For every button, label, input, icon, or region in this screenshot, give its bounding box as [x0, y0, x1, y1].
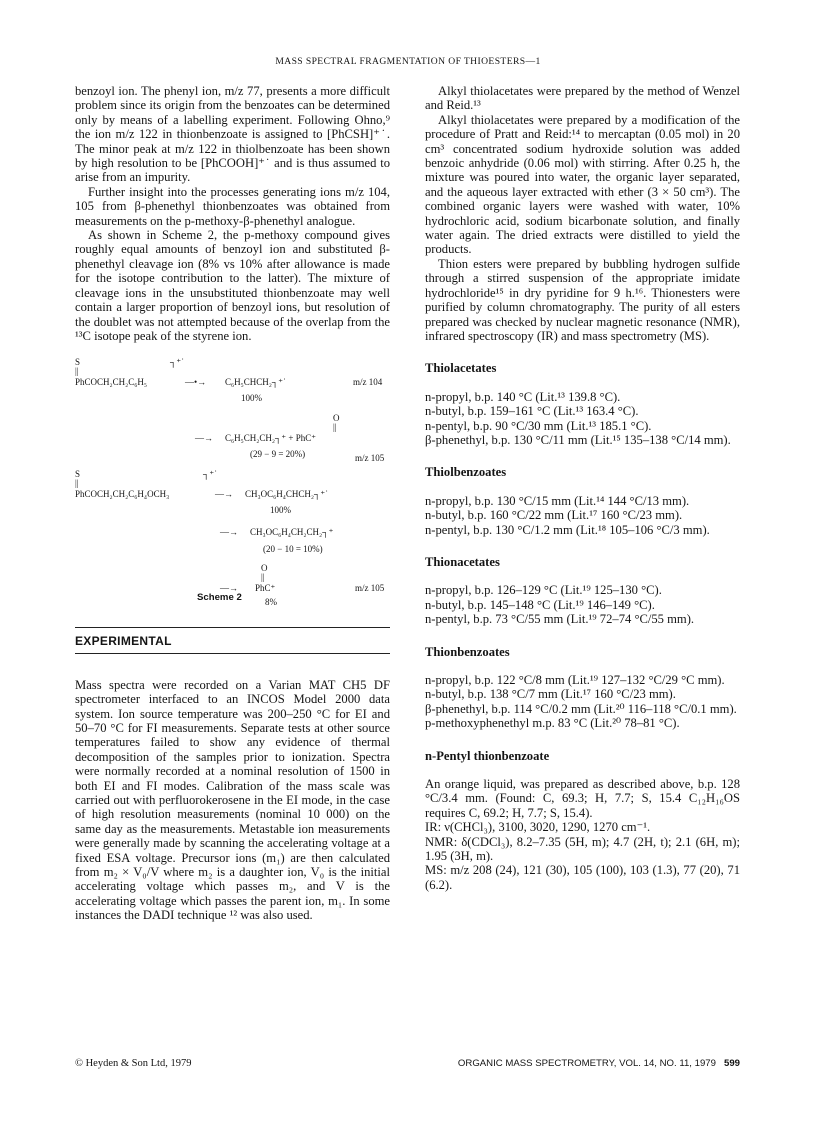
section-heading-n-pentyl-thionbenzoate: n-Pentyl thionbenzoate — [425, 748, 550, 763]
list-item: NMR: δ(CDCl₃), 8.2–7.35 (5H, m); 4.7 (2H, t); 2.1 (6H, m); 1.95 (3H, m). — [425, 834, 740, 864]
scheme-2 — [75, 355, 390, 607]
section-heading-thiolbenzoates: Thiolbenzoates — [425, 465, 507, 480]
left-paragraph-3: As shown in Scheme 2, the p-methoxy compound gives roughly equal amounts of benzoyl ion and substituted β-phenethyl cleavage ion (8% vs 10% after allowance is made for the isotope contribution to the latter). The mixture of cleavage ions in the unsubstituted thionbenzoate may well contain a larger proportion of benzoyl ions, but resolution of the doublet was not attempted because of the overlap from the ¹³C isotope peak of the styrene ion. — [75, 228, 390, 343]
scheme-product-3: CH₃OC₆H₄CHCH₂┐⁺˙ — [245, 489, 329, 500]
thionacetates-list — [425, 583, 740, 626]
left-paragraph-2: Further insight into the processes generating ions m/z 104, 105 from β-phenethyl thionbenzoates was obtained from measurements on the p-methoxy-β-phenethyl analogue. — [75, 184, 390, 228]
scheme-arrow-1: —•→ — [185, 377, 207, 388]
scheme-compound-2: PhCOCH₂CH₂C₆H₄OCH₃ — [75, 489, 170, 500]
thionbenzoates-list — [425, 673, 740, 731]
scheme-calc-4: (20 − 10 = 10%) — [263, 544, 323, 555]
list-item: n-butyl, b.p. 138 °C/7 mm (Lit.¹⁷ 160 °C/23 mm). — [425, 687, 676, 702]
scheme-radical-bracket-2: ┐⁺˙ — [203, 469, 218, 480]
list-item: β-phenethyl, b.p. 114 °C/0.2 mm (Lit.²⁰ 116–118 °C/0.1 mm). — [425, 701, 737, 716]
scheme-mz-5: m/z 105 — [355, 583, 385, 594]
scheme-radical-bracket-1: ┐⁺˙ — [170, 357, 185, 368]
scheme-product-5: PhC⁺ — [255, 583, 276, 594]
scheme-calc-2: (29 − 9 = 20%) — [250, 449, 306, 460]
list-item: p-methoxyphenethyl m.p. 83 °C (Lit.²⁰ 78–81 °C). — [425, 716, 680, 731]
scheme-mz-2: m/z 105 — [355, 453, 385, 464]
scheme-product-1: C₆H₅CHCH₂┐⁺˙ — [225, 377, 287, 388]
running-head: MASS SPECTRAL FRAGMENTATION OF THIOESTERS—1 — [275, 56, 541, 67]
list-item: n-pentyl, b.p. 73 °C/55 mm (Lit.¹⁹ 72–74 °C/55 mm). — [425, 612, 695, 627]
thiolbenzoates-list — [425, 494, 740, 537]
list-item: An orange liquid, was prepared as described above, b.p. 128 °C/3.4 mm. (Found: C, 69.3; H, 7.7; S, 15.4 C₁₂H₁₆OS requires C, 69.2; H, 7.7; S, 15.4). — [425, 777, 740, 820]
footer-copyright: © Heyden & Son Ltd, 1979 — [75, 1058, 192, 1069]
right-paragraph-3: Thion esters were prepared by bubbling hydrogen sulfide through a stirred suspension of the appropriate imidate hydrochloride¹⁵ in dry pyridine for 9 h.¹⁶. Thionesters were purified by column chromatography. The purity of all esters prepared was checked by nuclear magnetic resonance (NMR), infrared spectroscopy (IR) and mass spectrometry (MS). — [425, 256, 740, 343]
scheme-caption: Scheme 2 — [197, 592, 242, 604]
scheme-product-4: CH₃OC₆H₄CH₂CH₂┐⁺ — [250, 527, 334, 538]
list-item: n-propyl, b.p. 140 °C (Lit.¹³ 139.8 °C). — [425, 389, 621, 404]
left-column — [75, 84, 390, 923]
thiolacetates-list — [425, 390, 740, 448]
list-item: IR: ν(CHCl₃), 3100, 3020, 1290, 1270 cm⁻¹. — [425, 820, 651, 835]
scheme-oxygen-1: O — [333, 413, 340, 424]
scheme-mz-1: m/z 104 — [353, 377, 383, 388]
scheme-oxygen-2: O — [261, 563, 268, 574]
page-number: 599 — [723, 1058, 740, 1069]
n-pentyl-thionbenzoate-data — [425, 777, 740, 892]
list-item: n-propyl, b.p. 122 °C/8 mm (Lit.¹⁹ 127–132 °C/29 °C mm). — [425, 673, 725, 687]
scheme-arrow-3: —→ — [215, 489, 233, 500]
scheme-product-2: C₆H₅CH₂CH₂┐⁺ + PhC⁺ — [225, 433, 317, 444]
scheme-double-bond-1: || — [75, 366, 79, 377]
list-item: n-butyl, b.p. 145–148 °C (Lit.¹⁹ 146–149 °C). — [425, 597, 655, 612]
scheme-arrow-4: —→ — [220, 527, 238, 538]
list-item: n-pentyl, b.p. 130 °C/1.2 mm (Lit.¹⁸ 105–106 °C/3 mm). — [425, 522, 710, 537]
scheme-thione-s-2: S — [75, 469, 81, 480]
list-item: n-butyl, b.p. 160 °C/22 mm (Lit.¹⁷ 160 °C/23 mm). — [425, 508, 683, 523]
scheme-percent-5: 8% — [265, 597, 277, 608]
scheme-compound-1: PhCOCH₂CH₂C₆H₅ — [75, 377, 148, 388]
section-heading-thionacetates: Thionacetates — [425, 554, 500, 569]
scheme-carbonyl-bond-1: || — [333, 422, 337, 433]
footer-journal-title: ORGANIC MASS SPECTROMETRY, VOL. 14, NO. 11, 1979 — [457, 1058, 716, 1069]
list-item: n-propyl, b.p. 130 °C/15 mm (Lit.¹⁴ 144 °C/13 mm). — [425, 493, 690, 508]
scheme-carbonyl-bond-2: || — [261, 572, 265, 583]
scheme-percent-1: 100% — [241, 393, 262, 404]
list-item: β-phenethyl, b.p. 130 °C/11 mm (Lit.¹⁵ 135–138 °C/14 mm). — [425, 432, 731, 447]
scheme-arrow-5: —→ — [220, 583, 238, 594]
list-item: MS: m/z 208 (24), 121 (30), 105 (100), 103 (1.3), 77 (20), 71 (6.2). — [425, 863, 740, 892]
scheme-double-bond-2: || — [75, 478, 79, 489]
section-heading-thionbenzoates: Thionbenzoates — [425, 644, 510, 659]
list-item: n-propyl, b.p. 126–129 °C (Lit.¹⁹ 125–130 °C). — [425, 583, 662, 598]
scheme-thione-s-1: S — [75, 357, 81, 368]
experimental-heading: EXPERIMENTAL — [75, 627, 390, 653]
footer-journal — [425, 1058, 740, 1069]
scheme-arrow-2: —→ — [195, 433, 213, 444]
right-paragraph-1: Alkyl thiolacetates were prepared by the method of Wenzel and Reid.¹³ — [425, 84, 740, 113]
scheme-percent-3: 100% — [270, 505, 291, 516]
right-column — [425, 84, 740, 892]
list-item: n-pentyl, b.p. 90 °C/30 mm (Lit.¹³ 185.1 °C). — [425, 418, 652, 433]
experimental-paragraph: Mass spectra were recorded on a Varian MAT CH5 DF spectrometer interfaced to an INCOS Model 2000 data system. Ion source temperature was 200–250 °C for EI and 50–70 °C for FI measurements. Separate tests at other source temperatures failed to show any evidence of thermal decomposition of the samples prior to ionization. Spectra were normally recorded at a nominal resolution of 1500 in both EI and FI modes. Calibration of the mass scale was carried out with perfluorokerosene in the EI mode, in the case of high resolution measurements (nominal 10 000) on the same day as the measurements. Metastable ion measurements were generally made by scanning the accelerating voltage at a fixed ESA voltage. Precursor ions (m₁) are then calculated from m₂ × V₀/V where m₂ is a daughter ion, V₀ is the initial accelerating voltage which passes m₂, and V is the accelerating voltage which passes the parent ion, m₁. In some instances the DADI technique ¹² was also used. — [75, 677, 390, 923]
section-heading-thiolacetates: Thiolacetates — [425, 361, 497, 376]
left-paragraph-1: benzoyl ion. The phenyl ion, m/z 77, presents a more difficult problem since its origin from the benzoates can be determined only by means of a labelling experiment. Following Ohno,⁹ the ion m/z 122 in thionbenzoate is assigned to [PhCSH]⁺˙. The minor peak at m/z 122 in thiolbenzoate has been shown by high resolution to be [PhCOOH]⁺˙ and is thus assumed to arise from an impurity. — [75, 84, 390, 185]
right-paragraph-2: Alkyl thiolacetates were prepared by a modification of the procedure of Pratt and Reid:¹⁴ to mercaptan (0.05 mol) in 20 cm³ concentrated sodium hydroxide solution was added benzoic anhydride (0.06 mol) with stirring. After 0.25 h, the mixture was poured into water, the organic layer separated, and the aqueous layer extracted with ether (3 × 50 cm³). The combined organic layers were washed with water, 10% hydrochloric acid, sodium bicarbonate solution, and finally water again. The dried extracts were distilled to yield the products. — [425, 112, 740, 257]
list-item: n-butyl, b.p. 159–161 °C (Lit.¹³ 163.4 °C). — [425, 404, 639, 419]
